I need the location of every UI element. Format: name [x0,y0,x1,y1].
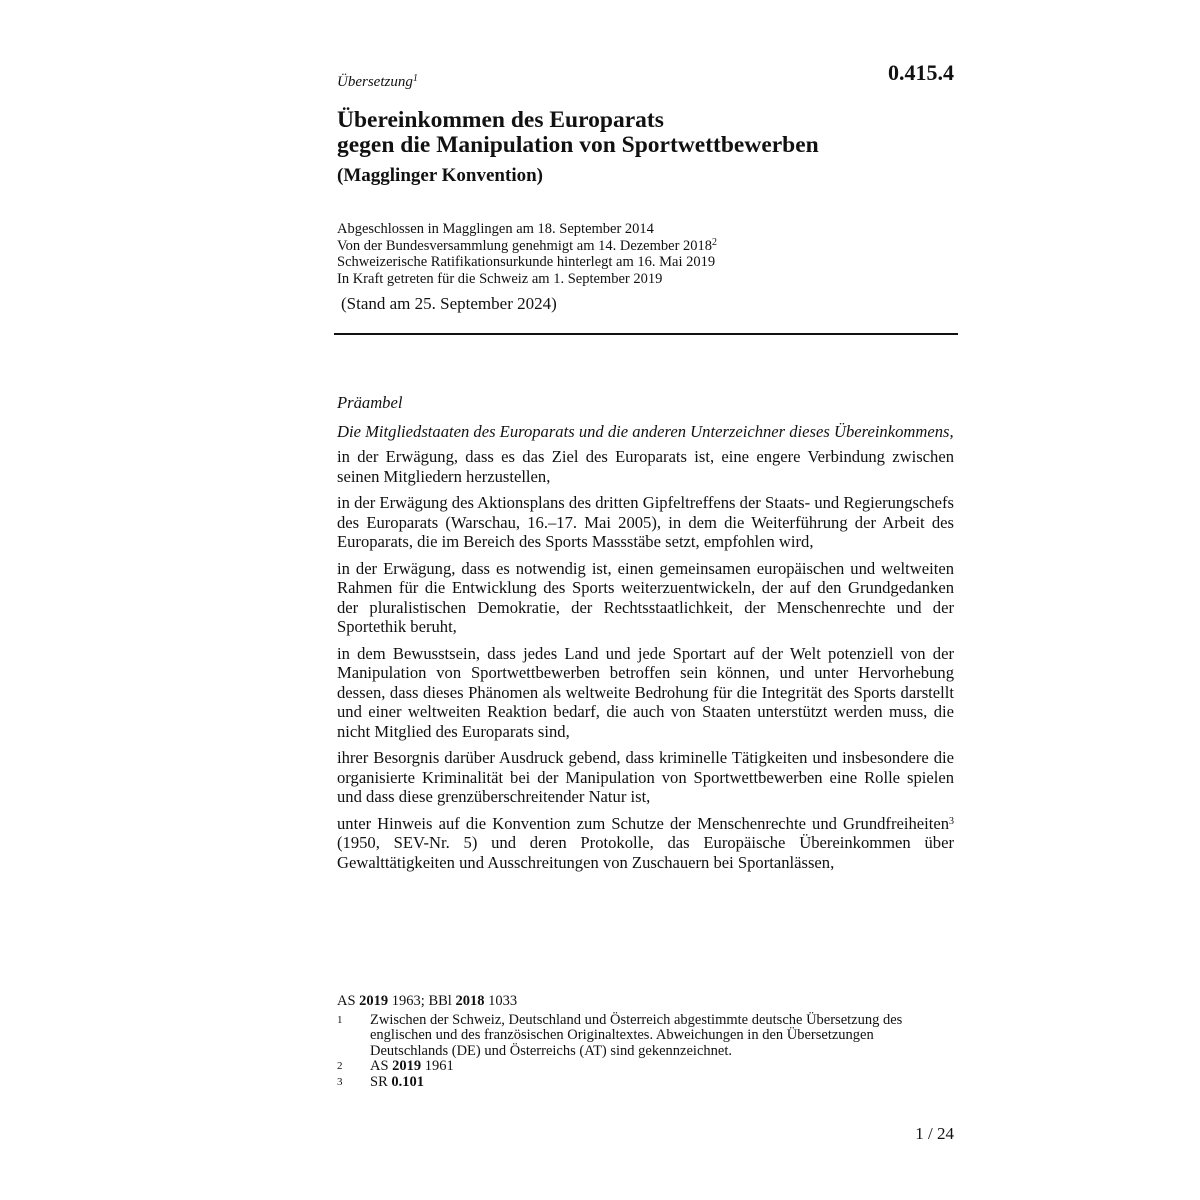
fn2-page: 1961 [421,1058,454,1074]
footnotes-section [337,994,947,1090]
footnote-ref-2[interactable]: 2 [712,236,718,248]
sr-number: 0.415.4 [888,60,954,85]
header-divider [334,333,958,335]
preamble-p6-start: unter Hinweis auf die Konvention zum Schutze der Menschenrechte und Grundfreiheiten [337,813,949,833]
official-collection-reference [337,994,947,1010]
footnote-text [370,1059,947,1075]
as-prefix: AS [337,993,360,1009]
meta-approved-text: Von der Bundesversammlung genehmigt am 14. Dezember 2018 [337,237,713,254]
preamble-intro: Die Mitgliedstaaten des Europarats und die anderen Unterzeichner dieses Übereinkommens, [337,421,954,441]
preamble-p6-end: (1950, SEV-Nr. 5) und deren Protokolle, das Europäische Übereinkommen über Gewalttätigkeiten und Ausschreitungen von Zuschauern bei Sportanlässen, [337,833,954,872]
fn2-prefix: AS [370,1058,393,1074]
fn2-year: 2019 [392,1058,422,1074]
meta-ratification: Schweizerische Ratifikationsurkunde hinterlegt am 16. Mai 2019 [337,254,716,270]
footnote-3 [337,1075,947,1091]
footnote-2 [337,1059,947,1075]
preamble-paragraph: in der Erwägung des Aktionsplans des dritten Gipfeltreffens der Staats- und Regierungschefs des Europarats (Warschau, 16.–17. Mai 2005), in dem die Weiterführung der Arbeit des Europarats, die im Bereich des Sports Massstäbe setzt, empfohlen wird, [337,493,954,551]
footnote-text [370,1075,947,1091]
title-line-2: gegen die Manipulation von Sportwettbewerben [337,132,819,158]
preamble-section [337,393,954,879]
footnote-1 [337,1013,947,1060]
title-line-1: Übereinkommen des Europarats [337,107,664,133]
status-date: (Stand am 25. September 2024) [341,294,557,313]
footnote-number: 3 [337,1075,343,1088]
footnote-ref-1[interactable]: 1 [412,73,418,84]
preamble-paragraph: ihrer Besorgnis darüber Ausdruck gebend, dass kriminelle Tätigkeiten und insbesondere die organisierte Kriminalität bei der Manipulation von Sportwettbewerben eine Rolle spielen und dass diese grenzüberschreitender Natur ist, [337,748,954,806]
preamble-paragraph: in der Erwägung, dass es notwendig ist, einen gemeinsamen europäischen und weltweiten Rahmen für die Entwicklung des Sports weiterzuentwickeln, der auf den Grundgedanken der pluralistischen Demokratie, der Rechtsstaatlichkeit, der Menschenrechte und der Sportethik beruht, [337,558,954,636]
bbl-page: 1033 [484,993,518,1009]
preamble-heading: Präambel [337,393,403,412]
metadata-block [337,221,957,287]
fn3-ref[interactable]: 0.101 [391,1073,424,1090]
meta-approved [337,238,957,255]
document-title [337,108,957,158]
footnote-number: 2 [337,1060,343,1072]
preamble-paragraph: in dem Bewusstsein, dass jedes Land und jede Sportart auf der Welt potenziell von der Manipulation von Sportwettbewerben betroffen sein können, und unter Hervorhebung dessen, dass dieses Phänomen als weltweite Bedrohung für die Integrität des Sports darstellt und einer weltweiten Reaktion bedarf, die auch von Staaten unterstützt werden muss, die nicht Mitglied des Europarats sind, [337,643,954,741]
preamble-paragraph [337,814,954,873]
footnote-number: 1 [337,1013,343,1026]
document-subtitle: (Magglinger Konvention) [337,165,544,186]
preamble-paragraph: in der Erwägung, dass es das Ziel des Europarats ist, eine engere Verbindung zwischen seinen Mitgliedern herzustellen, [337,447,954,486]
meta-in-force: In Kraft getreten für die Schweiz am 1. September 2019 [337,270,663,287]
meta-concluded: Abgeschlossen in Magglingen am 18. September 2014 [337,221,654,237]
fn3-prefix: SR [370,1073,392,1090]
footnote-ref-3[interactable]: 3 [949,815,954,827]
translation-label-text: Übersetzung [337,74,413,90]
bbl-year: 2018 [455,993,485,1009]
as-page: 1963; BBl [388,993,456,1009]
footnote-text: Zwischen der Schweiz, Deutschland und Österreich abgestimmte deutsche Übersetzung des englischen und des französischen Originaltextes. Abweichungen in den Übersetzungen Deutschlands (DE) und Österreichs (AT) sind gekennzeichnet. [370,1011,903,1059]
as-year: 2019 [359,993,389,1009]
translation-label [337,74,418,91]
page-number: 1 / 24 [915,1124,954,1143]
